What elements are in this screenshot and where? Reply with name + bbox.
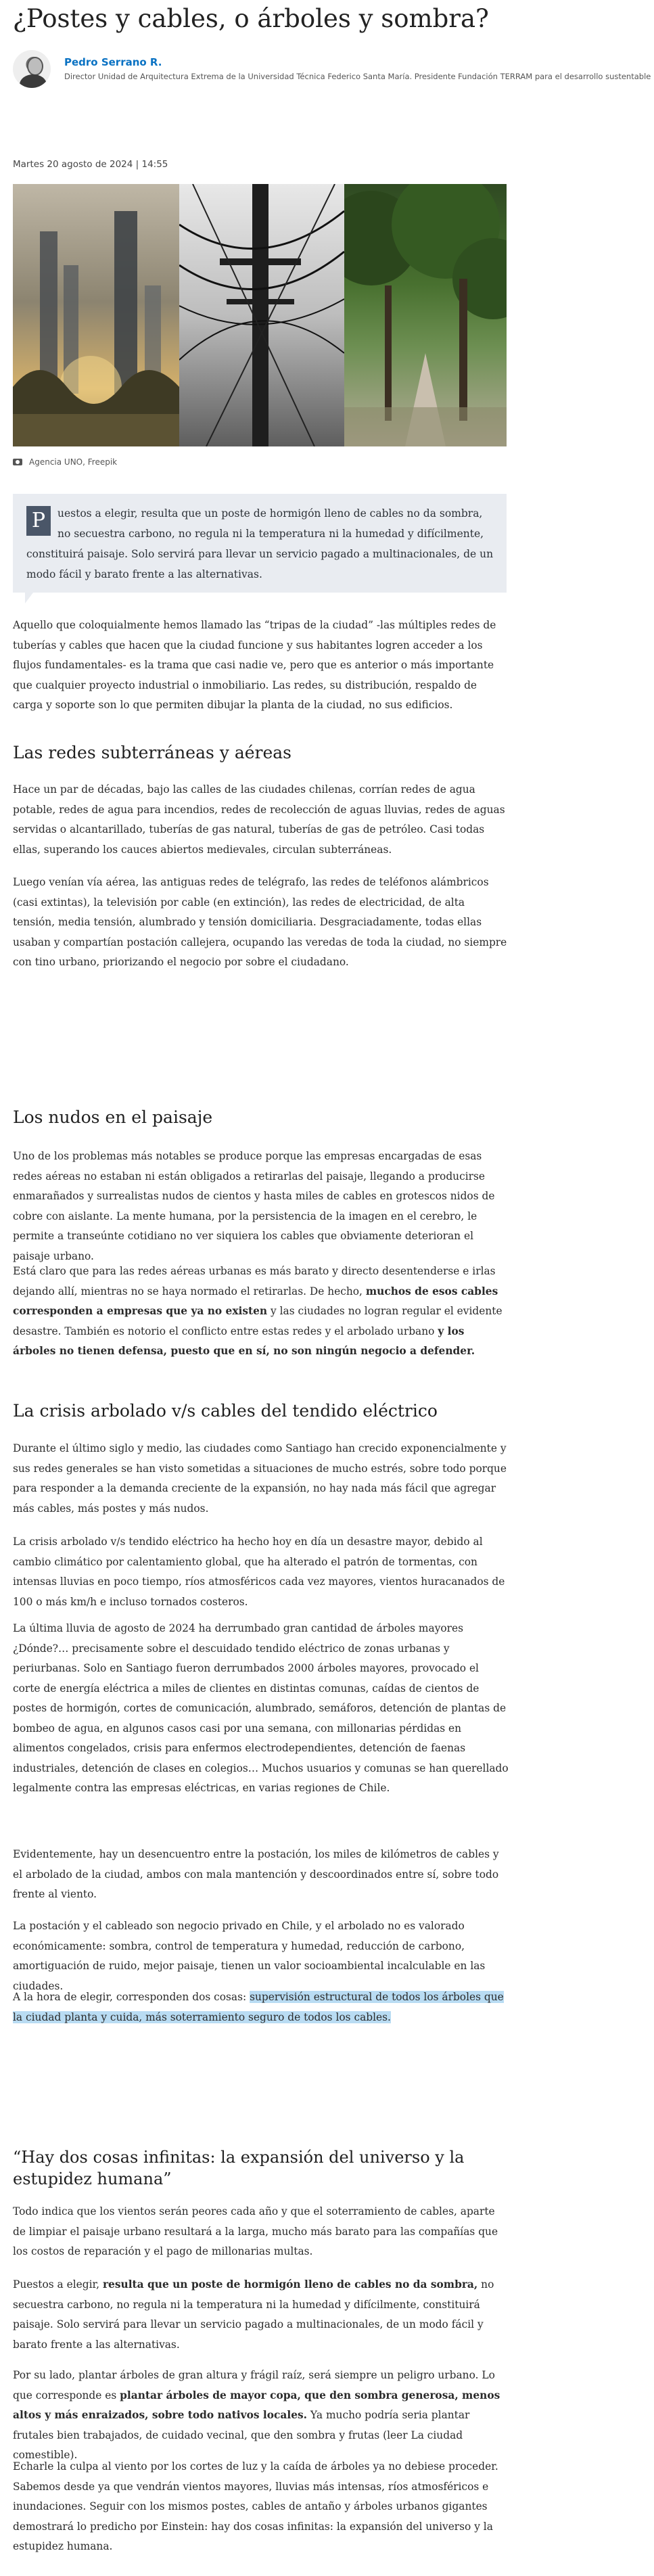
body-paragraph: Durante el último siglo y medio, las ciudades como Santiago han crecido exponencialmente y sus redes generales se han visto sometidas a situaciones de mucho estrés, sobre todo porque para responder a la demanda creciente de la expansión, no hay nada más fácil que agregar más cables, más postes y más nudos.	[13, 1442, 507, 1515]
highlighted-text: supervisión estructural de todos los árboles que la ciudad planta y cuida, más soterramiento seguro de todos los cables.	[13, 1991, 504, 2023]
bold-text: muchos de esos cables corresponden a empresas que ya no existen	[13, 1285, 498, 1317]
article-dateline: Martes 20 agosto de 2024 | 14:55	[13, 159, 168, 170]
bold-text: resulta que un poste de hormigón lleno de cables no da sombra,	[102, 2278, 478, 2291]
body-paragraph: Echarle la culpa al viento por los cortes de luz y la caída de árboles ya no debiese proceder. Sabemos desde ya que vendrán vientos mayores, lluvias más intensas, ríos atmosféricos e inundaciones. Seguir con los mismos postes, cables de antaño y árboles urbanos gigantes demostrará lo predicho por Einstein: hay dos cosas infinitas: la expansión del universo y la estupidez humana.	[13, 2460, 498, 2552]
hero-image	[13, 184, 507, 446]
section-heading-redes: Las redes subterráneas y aéreas	[13, 743, 292, 762]
lede-quote-box	[13, 494, 507, 593]
body-paragraph: La última lluvia de agosto de 2024 ha derrumbado gran cantidad de árboles mayores ¿Dónde?… precisamente sobre el descuidado tendido eléctrico de zonas urbanas y periurbanas. Solo en Santiago fueron derrumbados 2000 árboles mayores, provocado el corte de energía eléctrica a miles de clientes en distintas comunas, caídas de cientos de postes de hormigón, cortes de comunicación, alumbrado, semáforos, detención de plantas de bombeo de agua, en algunos casos casi por una semana, con millonarias pérdidas en alimentos congelados, crisis para enfermos electrodependientes, detención de faenas industriales, detención de clases en colegios… Muchos usuarios y comunas se han querellado legalmente contra las empresas eléctricas, en varias regiones de Chile.	[13, 1622, 509, 1794]
body-paragraph: La crisis arbolado v/s tendido eléctrico ha hecho hoy en día un desastre mayor, debido al cambio climático por calentamiento global, que ha alterado el patrón de tormentas, con intensas lluvias en poco tiempo, ríos atmosféricos cada vez mayores, vientos huracanados de 100 o más km/h e incluso tornados costeros.	[13, 1536, 505, 1608]
camera-icon	[13, 459, 22, 465]
body-paragraph: La postación y el cableado son negocio privado en Chile, y el arbolado no es valorado económicamente: sombra, control de temperatura y humedad, reducción de carbono, amortiguación de ruido, mejor paisaje, tienen un valor socioambiental incalculable en las ciudades.	[13, 1920, 486, 1992]
author-role: Director Unidad de Arquitectura Extrema de la Universidad Técnica Federico Santa María. Presidente Fundación TERRAM para el desarrollo sustentable	[64, 72, 651, 81]
body-paragraph: Hace un par de décadas, bajo las calles de las ciudades chilenas, corrían redes de agua potable, redes de agua para incendios, redes de recolección de aguas lluvias, redes de aguas servidas o alcantarillado, tuberías de gas natural, tuberías de gas de petróleo. Casi todas ellas, superando los cauces abiertos medievales, circulan subterráneas.	[13, 783, 505, 856]
quote-heading: “Hay dos cosas infinitas: la expansión del universo y la estupidez humana”	[13, 2148, 465, 2188]
hero-panel-utility-pole	[179, 184, 344, 446]
body-paragraph: Aquello que coloquialmente hemos llamado las “tripas de la ciudad” -las múltiples redes de tuberías y cables que hacen que la ciudad funcione y sus habitantes logren acceder a los flujos fundamentales- es la trama que casi nadie ve, pero que es anterior o más importante que cualquier proyecto industrial o inmobiliario. Las redes, su distribución, respaldo de carga y soporte son lo que permiten dibujar la planta de la ciudad, no sus edificios.	[13, 619, 496, 711]
bold-text: y los árboles no tienen defensa, puesto que en sí, no son ningún negocio a defender.	[13, 1325, 475, 1357]
body-paragraph: Por su lado, plantar árboles de gran altura y frágil raíz, será siempre un peligro urbano. Lo que corresponde es plantar árboles de mayor copa, que den sombra generosa, menos altos y más enraizados, sobre todo nativos locales. Ya mucho podría seria plantar frutales bien trabajados, de cuidado vecinal, que den sombra y frutas (leer La ciudad comestible).	[13, 2369, 500, 2461]
body-paragraph: Uno de los problemas más notables se produce porque las empresas encargadas de esas redes aéreas no estaban ni están obligados a retirarlas del paisaje, llegando a producirse enmarañados y surrealistas nudos de cientos y hasta miles de cables en grotescos nidos de cobre con aislante. La mente humana, por la persistencia de la imagen en el cerebro, le permite a transeúnte cotidiano no ver siquiera los cables que obviamente deterioran el paisaje urbano.	[13, 1150, 495, 1262]
section-heading-nudos: Los nudos en el paisaje	[13, 1107, 213, 1127]
hero-panel-skyline	[13, 184, 179, 446]
body-paragraph: Puestos a elegir, resulta que un poste de hormigón lleno de cables no da sombra, no secuestra carbono, no regula ni la temperatura ni la humedad y difícilmente, constituirá paisaje. Solo servirá para llevar un servicio pagado a multinacionales, de un modo fácil y barato frente a las alternativas.	[13, 2278, 494, 2351]
body-paragraph: A la hora de elegir, corresponden dos cosas: supervisión estructural de todos los árboles que la ciudad planta y cuida, más soterramiento seguro de todos los cables.	[13, 1991, 504, 2023]
lede-text: uestos a elegir, resulta que un poste de hormigón lleno de cables no da sombra, no secuestra carbono, no regula ni la temperatura ni la humedad y difícilmente, constituirá paisaje. Solo servirá para llevar un servicio pagado a multinacionales, de un modo fácil y barato frente a las alternativas.	[26, 507, 494, 580]
dropcap-letter: P	[26, 506, 51, 536]
body-paragraph: Evidentemente, hay un desencuentro entre la postación, los miles de kilómetros de cables y el arbolado de la ciudad, ambos con mala mantención y descoordinados entre sí, sobre todo frente al viento.	[13, 1848, 499, 1900]
hero-panel-trees	[344, 184, 507, 446]
bold-text: plantar árboles de mayor copa, que den sombra generosa, menos altos y más enraizados, sobre todo nativos locales.	[13, 2389, 500, 2421]
section-heading-crisis: La crisis arbolado v/s cables del tendido eléctrico	[13, 1401, 438, 1421]
body-paragraph: Está claro que para las redes aéreas urbanas es más barato y directo desentenderse e irlas dejando allí, mientras no se haya normado el retirarlas. De hecho, muchos de esos cables corresponden a empresas que ya no existen y las ciudades no logran regular el evidente desastre. También es notorio el conflicto entre estas redes y el arbolado urbano y los árboles no tienen defensa, puesto que en sí, no son ningún negocio a defender.	[13, 1265, 503, 1357]
author-avatar	[13, 50, 51, 88]
image-credit: Agencia UNO, Freepik	[29, 457, 118, 467]
body-paragraph: Luego venían vía aérea, las antiguas redes de telégrafo, las redes de teléfonos alámbricos (casi extintas), la televisión por cable (en extinción), las redes de electricidad, de alta tensión, media tensión, alumbrado y tensión domiciliaria. Desgraciadamente, todas ellas usaban y compartían postación callejera, ocupando las veredas de toda la ciudad, no siempre con tino urbano, priorizando el negocio por sobre el ciudadano.	[13, 876, 507, 968]
body-paragraph: Todo indica que los vientos serán peores cada año y que el soterramiento de cables, aparte de limpiar el paisaje urbano resultará a la larga, mucho más barato para las compañías que los costos de reparación y el pago de millonarias multas.	[13, 2205, 498, 2257]
article-title: ¿Postes y cables, o árboles y sombra?	[13, 4, 489, 33]
image-caption	[13, 457, 117, 467]
author-name-link[interactable]: Pedro Serrano R.	[64, 56, 162, 68]
author-block	[13, 50, 651, 91]
